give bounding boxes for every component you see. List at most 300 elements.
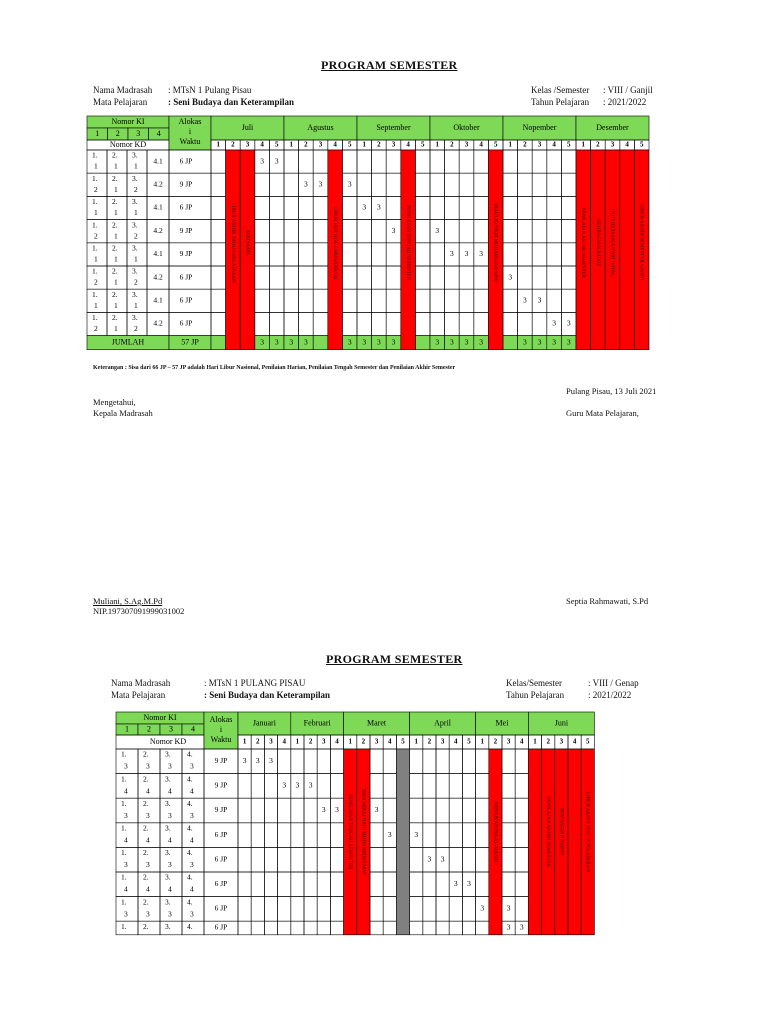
ki-cell-main-2: 3. xyxy=(165,848,171,858)
value-mata-pelajaran-2: : Seni Budaya dan Keterampilan xyxy=(204,690,331,700)
holiday-label: LIBUR AKHIR TAHUN PELAJARAN xyxy=(229,202,235,283)
ki-cell-main: 3. xyxy=(132,243,138,253)
week-cell xyxy=(299,150,314,173)
week-mark: 3 xyxy=(347,179,352,189)
week-cell xyxy=(561,220,576,243)
header-month-label-2: Juni xyxy=(554,718,569,728)
ki-cell-main-2: 1. xyxy=(121,872,127,882)
ki-cell-main: 3. xyxy=(132,173,138,183)
ki-cell-sub-2: 3 xyxy=(168,909,172,919)
week-cell-2 xyxy=(462,921,475,935)
ki-cell-sub-2: 3 xyxy=(146,761,150,771)
week-cell-2 xyxy=(278,749,291,774)
ki-cell-main: 1. xyxy=(92,197,98,207)
week-cell xyxy=(386,266,401,289)
header-week-label-2: 4 xyxy=(282,737,286,746)
label-nama-madrasah: Nama Madrasah xyxy=(93,85,153,95)
ki-cell-main-2: 4. xyxy=(187,774,193,784)
week-cell xyxy=(269,173,284,196)
ki-cell-sub-2: 3 xyxy=(168,761,172,771)
header-week-label: 3 xyxy=(464,140,469,149)
ki-cell-main-2: 2. xyxy=(143,823,149,833)
header-week-label: 2 xyxy=(377,140,381,149)
week-cell xyxy=(532,220,547,243)
week-mark-2: 3 xyxy=(414,829,419,839)
week-cell-2 xyxy=(423,921,436,935)
week-mark: 3 xyxy=(450,249,454,259)
ki-cell-sub-2: 3 xyxy=(168,860,172,870)
ki-cell-sub: 2 xyxy=(134,184,138,194)
week-cell-2 xyxy=(264,897,277,922)
header-week-label: 2 xyxy=(231,140,235,149)
week-mark-2: 3 xyxy=(242,756,247,766)
week-cell-2 xyxy=(515,872,528,897)
ki-cell-main: 3. xyxy=(132,197,138,207)
week-cell-2 xyxy=(370,749,383,774)
ki-cell-sub-2: 3 xyxy=(124,909,128,919)
week-cell xyxy=(459,173,474,196)
header-week-label: 3 xyxy=(391,140,396,149)
header-week-label-2: 1 xyxy=(242,737,247,746)
week-cell-2 xyxy=(410,798,423,823)
total-week-mark: 3 xyxy=(377,337,381,347)
week-mark-2: 3 xyxy=(480,903,485,913)
ki-cell-sub: 1 xyxy=(94,161,98,171)
ki-cell-sub-2: 4 xyxy=(146,786,150,796)
week-cell xyxy=(284,196,299,219)
week-cell-2 xyxy=(449,774,462,799)
week-cell xyxy=(415,312,430,335)
week-cell-2 xyxy=(476,921,489,935)
week-mark-2: 3 xyxy=(506,903,511,913)
kd-cell-label: 4.1 xyxy=(153,156,163,166)
week-cell-2 xyxy=(291,921,304,935)
week-cell xyxy=(547,220,562,243)
week-cell xyxy=(255,266,270,289)
ki-cell-main-2: 3. xyxy=(165,921,171,931)
value-tahun-pelajaran: : 2021/2022 xyxy=(603,97,647,107)
total-week-mark: 3 xyxy=(566,337,571,347)
kd-cell-label: 4.2 xyxy=(153,225,163,235)
week-cell xyxy=(547,173,562,196)
week-cell xyxy=(474,196,489,219)
total-week-cell xyxy=(313,336,328,350)
week-cell xyxy=(459,312,474,335)
week-cell-2 xyxy=(436,897,449,922)
guru-name: Septia Rahmawati, S.Pd xyxy=(566,596,649,606)
week-mark-2: 3 xyxy=(440,854,445,864)
week-cell xyxy=(313,289,328,312)
week-cell xyxy=(430,150,445,173)
week-cell-2 xyxy=(502,774,515,799)
header-alokasi-label: i xyxy=(188,126,192,136)
week-cell xyxy=(503,243,518,266)
ki-cell-main-2: 4. xyxy=(187,798,193,808)
week-cell-2 xyxy=(476,823,489,848)
header-week-label: 2 xyxy=(450,140,454,149)
ki-cell-main: 3. xyxy=(132,266,138,276)
ki-cell-main-2: 2. xyxy=(143,897,149,907)
week-cell-2 xyxy=(515,774,528,799)
week-cell-2 xyxy=(291,749,304,774)
week-cell-2 xyxy=(251,774,264,799)
ki-cell-main: 2. xyxy=(112,173,118,183)
week-mark: 3 xyxy=(362,202,367,212)
kd-cell-label: 4.2 xyxy=(153,272,163,282)
week-cell-2 xyxy=(462,897,475,922)
ki-cell-sub: 1 xyxy=(114,300,118,310)
header-week-label-2: 3 xyxy=(374,737,379,746)
week-cell-2 xyxy=(370,872,383,897)
ki-cell-sub: 1 xyxy=(114,324,118,334)
week-cell xyxy=(474,173,489,196)
week-cell xyxy=(372,312,387,335)
week-cell-2 xyxy=(462,749,475,774)
week-cell-2 xyxy=(423,872,436,897)
week-cell xyxy=(299,220,314,243)
ki-cell-sub: 2 xyxy=(94,277,98,287)
week-cell-2 xyxy=(291,847,304,872)
ki-cell-sub-2: 3 xyxy=(190,761,194,771)
week-cell xyxy=(255,312,270,335)
header-alokasi-label-2: Alokas xyxy=(209,714,233,724)
week-cell-2 xyxy=(410,774,423,799)
header-alokasi-label-2: i xyxy=(219,724,223,734)
header-week-label-2: 1 xyxy=(533,737,537,746)
header-month-label: Nopember xyxy=(522,122,557,132)
week-cell-2 xyxy=(410,921,423,935)
meta-left-values-2 xyxy=(204,677,330,701)
week-mark: 3 xyxy=(552,318,556,328)
week-cell xyxy=(313,266,328,289)
week-cell-2 xyxy=(317,897,330,922)
total-week-mark: 3 xyxy=(523,337,527,347)
week-cell-2 xyxy=(370,823,383,848)
week-mark: 3 xyxy=(391,225,396,235)
ki-cell-main: 3. xyxy=(132,220,138,230)
week-cell-2 xyxy=(264,872,277,897)
header-week-label-2: 1 xyxy=(480,737,484,746)
kepala-name: Muliani, S.Ag.M.Pd xyxy=(93,596,163,606)
week-cell-2 xyxy=(462,823,475,848)
week-cell xyxy=(269,312,284,335)
week-cell-2 xyxy=(304,749,317,774)
week-cell xyxy=(445,266,460,289)
header-week-label-2: 1 xyxy=(348,737,352,746)
week-cell xyxy=(503,289,518,312)
header-ki-num-label-2: 1 xyxy=(125,724,129,734)
week-cell-2 xyxy=(251,798,264,823)
ki-cell-sub-2: 4 xyxy=(168,786,172,796)
holiday-column-2 xyxy=(528,749,541,935)
header-week-label: 5 xyxy=(493,140,498,149)
week-cell-2 xyxy=(476,798,489,823)
week-mark-2: 3 xyxy=(506,922,511,932)
week-cell xyxy=(372,173,387,196)
week-cell xyxy=(299,243,314,266)
ki-cell-main: 2. xyxy=(112,266,118,276)
ki-cell-main: 2. xyxy=(112,313,118,323)
week-cell-2 xyxy=(383,847,396,872)
week-cell xyxy=(299,312,314,335)
ki-cell-sub: 1 xyxy=(94,208,98,218)
week-cell-2 xyxy=(317,847,330,872)
ki-cell-2 xyxy=(182,921,204,935)
holiday-label: LIBUR HUT RI & 1 MUHARRAM xyxy=(331,206,337,280)
ki-cell-main-2: 3. xyxy=(165,897,171,907)
ki-cell-main-2: 4. xyxy=(187,749,193,759)
header-ki-num-label: 1 xyxy=(95,128,100,138)
week-cell xyxy=(211,289,226,312)
week-cell xyxy=(474,289,489,312)
week-cell xyxy=(518,243,533,266)
header-week-label-2: 5 xyxy=(401,737,405,746)
header-month-label: Agustus xyxy=(307,122,334,132)
week-cell xyxy=(386,243,401,266)
header-nomor-kd-label-2: Nomor KD xyxy=(149,736,187,746)
week-cell-2 xyxy=(462,774,475,799)
week-cell xyxy=(430,243,445,266)
header-ki-num-label: 4 xyxy=(156,128,161,138)
week-cell xyxy=(284,266,299,289)
week-cell xyxy=(313,243,328,266)
week-cell xyxy=(445,196,460,219)
header-week-label-2: 2 xyxy=(308,737,313,746)
week-cell-2 xyxy=(462,847,475,872)
ki-cell-sub-2: 3 xyxy=(146,909,150,919)
week-cell-2 xyxy=(304,921,317,935)
header-week-label: 1 xyxy=(508,140,513,149)
kd-cell-label: 4.1 xyxy=(153,249,163,259)
ki-cell-sub: 2 xyxy=(134,277,138,287)
week-cell-2 xyxy=(304,847,317,872)
week-cell xyxy=(415,289,430,312)
week-cell-2 xyxy=(410,847,423,872)
week-cell-2 xyxy=(317,749,330,774)
week-cell-2 xyxy=(238,823,251,848)
header-ki-num-label-2: 3 xyxy=(169,724,173,734)
week-cell xyxy=(284,220,299,243)
ki-cell-2 xyxy=(160,921,182,935)
week-cell xyxy=(211,173,226,196)
week-cell xyxy=(459,266,474,289)
header-week-label: 3 xyxy=(245,140,250,149)
week-cell xyxy=(342,312,357,335)
week-cell-2 xyxy=(410,897,423,922)
total-week-mark: 3 xyxy=(464,337,469,347)
ki-cell-main: 2. xyxy=(112,150,118,160)
week-cell-2 xyxy=(278,847,291,872)
week-cell-2 xyxy=(317,921,330,935)
week-cell xyxy=(299,266,314,289)
week-cell xyxy=(547,289,562,312)
jp-cell-label-2: 6 JP xyxy=(214,829,228,839)
week-cell xyxy=(269,243,284,266)
week-cell-2 xyxy=(238,872,251,897)
total-label: JUMLAH xyxy=(111,337,145,347)
header-week-label: 4 xyxy=(406,140,410,149)
week-cell xyxy=(459,150,474,173)
ki-cell-main: 1. xyxy=(92,173,98,183)
week-cell-2 xyxy=(251,897,264,922)
week-mark: 3 xyxy=(464,249,469,259)
jp-cell-label-2: 6 JP xyxy=(214,854,228,864)
week-cell xyxy=(474,266,489,289)
header-week-label-2: 1 xyxy=(295,737,300,746)
week-cell xyxy=(372,289,387,312)
holiday-label: PENILAIAN TENGAH SEMESTER xyxy=(404,205,410,281)
jp-cell-label: 9 JP xyxy=(179,179,193,189)
keterangan-note: Keterangan : Sisa dari 66 JP – 57 JP adalah Hari Libur Nasional, Penilaian Harian, Penilaian Tengah Semester dan Penilaian Akhir Semester xyxy=(93,365,456,371)
week-cell xyxy=(518,266,533,289)
week-mark: 3 xyxy=(260,156,264,166)
header-week-label-2: 4 xyxy=(454,737,458,746)
ki-cell-sub-2: 4 xyxy=(146,884,150,894)
header-week-label-2: 2 xyxy=(256,737,260,746)
week-cell xyxy=(547,266,562,289)
week-cell-2 xyxy=(423,823,436,848)
week-cell-2 xyxy=(330,749,343,774)
week-mark-2: 3 xyxy=(335,805,339,815)
week-cell-2 xyxy=(383,921,396,935)
week-cell-2 xyxy=(436,872,449,897)
ki-cell-main-2: 2. xyxy=(143,774,149,784)
total-week-mark: 3 xyxy=(347,337,352,347)
ki-cell-main-2: 2. xyxy=(143,872,149,882)
header-week-label-2: 5 xyxy=(467,737,471,746)
jp-cell-label-2: 9 JP xyxy=(214,805,228,815)
week-cell xyxy=(211,312,226,335)
week-mark: 3 xyxy=(435,225,440,235)
holiday-label-2: LIBUR AKHIR TAHUN PELAJARAN xyxy=(584,791,590,872)
ki-cell-main: 2. xyxy=(112,243,118,253)
ki-cell-main-2: 2. xyxy=(143,848,149,858)
ki-cell-sub-2: 3 xyxy=(124,860,128,870)
week-cell xyxy=(299,196,314,219)
meta-right-values-2 xyxy=(588,677,639,701)
week-mark-2: 3 xyxy=(374,805,379,815)
week-cell xyxy=(474,150,489,173)
header-alokasi-label-2: Waktu xyxy=(210,734,232,744)
week-cell-2 xyxy=(264,798,277,823)
ki-cell-2 xyxy=(138,921,160,935)
gray-column xyxy=(396,749,409,935)
week-cell xyxy=(415,196,430,219)
total-week-mark: 3 xyxy=(260,337,264,347)
ki-cell-main-2: 2. xyxy=(143,921,149,931)
week-cell-2 xyxy=(476,847,489,872)
total-week-mark: 3 xyxy=(479,337,483,347)
week-cell-2 xyxy=(251,872,264,897)
week-cell-2 xyxy=(251,823,264,848)
week-cell xyxy=(357,220,372,243)
ki-cell-sub: 2 xyxy=(134,231,138,241)
week-cell-2 xyxy=(238,798,251,823)
ki-cell-sub-2: 4 xyxy=(190,835,194,845)
ki-cell-sub: 1 xyxy=(134,161,138,171)
ki-cell-main-2: 3. xyxy=(165,823,171,833)
ki-cell-main: 1. xyxy=(92,289,98,299)
header-week-label: 4 xyxy=(479,140,483,149)
holiday-label: PEMBAGIAN RAPOT xyxy=(594,219,600,267)
holiday-label-2: ISRA MIRAJ NABI MUHAMMAD SAW xyxy=(360,789,366,875)
header-ki-num-label: 2 xyxy=(115,128,120,138)
ki-cell-sub-2: 4 xyxy=(124,786,128,796)
week-cell xyxy=(532,196,547,219)
holiday-label-2: PEMBAGIAN RAPOT xyxy=(558,808,564,856)
header-week-label: 2 xyxy=(304,140,308,149)
ki-cell-sub: 1 xyxy=(114,277,118,287)
jp-cell-label: 6 JP xyxy=(179,272,193,282)
header-alokasi-label: Waktu xyxy=(179,136,201,146)
week-cell xyxy=(518,312,533,335)
week-cell-2 xyxy=(383,872,396,897)
week-mark: 3 xyxy=(566,318,571,328)
header-week-label-2: 3 xyxy=(559,737,564,746)
week-mark: 3 xyxy=(479,249,483,259)
week-cell-2 xyxy=(502,798,515,823)
week-cell xyxy=(503,196,518,219)
week-cell xyxy=(255,220,270,243)
week-cell xyxy=(357,150,372,173)
header-nomor-ki-label: Nomor KI xyxy=(111,116,145,126)
header-week-label-2: 4 xyxy=(388,737,392,746)
week-cell-2 xyxy=(449,823,462,848)
header-week-label-2: 2 xyxy=(427,737,432,746)
header-week-label-2: 3 xyxy=(506,737,511,746)
week-cell xyxy=(561,289,576,312)
week-cell-2 xyxy=(436,823,449,848)
header-month-label: Oktober xyxy=(453,122,480,132)
header-alokasi-label: Alokas xyxy=(178,116,202,126)
jp-cell-label: 9 JP xyxy=(179,225,193,235)
header-month-label-2: Februari xyxy=(303,718,331,728)
total-week-mark: 3 xyxy=(435,337,440,347)
week-cell xyxy=(430,266,445,289)
header-week-label: 5 xyxy=(639,140,644,149)
week-cell-2 xyxy=(502,847,515,872)
week-cell xyxy=(532,266,547,289)
header-week-label-2: 2 xyxy=(361,737,366,746)
header-week-label: 4 xyxy=(625,140,629,149)
guru-label: Guru Mata Pelajaran, xyxy=(566,408,639,418)
week-cell-2 xyxy=(304,897,317,922)
header-nomor-kd-label: Nomor KD xyxy=(109,139,147,149)
week-cell xyxy=(211,196,226,219)
week-mark-2: 3 xyxy=(282,780,287,790)
holiday-label: CUTI BERSAMA HARI NATAL xyxy=(609,209,615,277)
week-cell xyxy=(357,266,372,289)
value-mata-pelajaran: : Seni Budaya dan Keterampilan xyxy=(168,97,295,107)
ki-cell-main-2: 3. xyxy=(165,749,171,759)
week-cell xyxy=(269,220,284,243)
week-cell xyxy=(445,173,460,196)
week-cell-2 xyxy=(423,749,436,774)
value-nama-madrasah-2: : MTsN 1 PULANG PISAU xyxy=(204,678,306,688)
header-week-label-2: 3 xyxy=(440,737,445,746)
ki-cell-sub-2: 3 xyxy=(168,810,172,820)
ki-cell-sub-2: 3 xyxy=(190,860,194,870)
week-cell-2 xyxy=(264,823,277,848)
ki-cell-main-2: 4. xyxy=(187,872,193,882)
week-cell xyxy=(532,173,547,196)
week-cell-2 xyxy=(436,749,449,774)
week-cell-2 xyxy=(383,798,396,823)
week-cell-2 xyxy=(291,823,304,848)
week-cell-2 xyxy=(502,823,515,848)
total-week-mark: 3 xyxy=(450,337,454,347)
ki-cell-sub: 1 xyxy=(114,161,118,171)
